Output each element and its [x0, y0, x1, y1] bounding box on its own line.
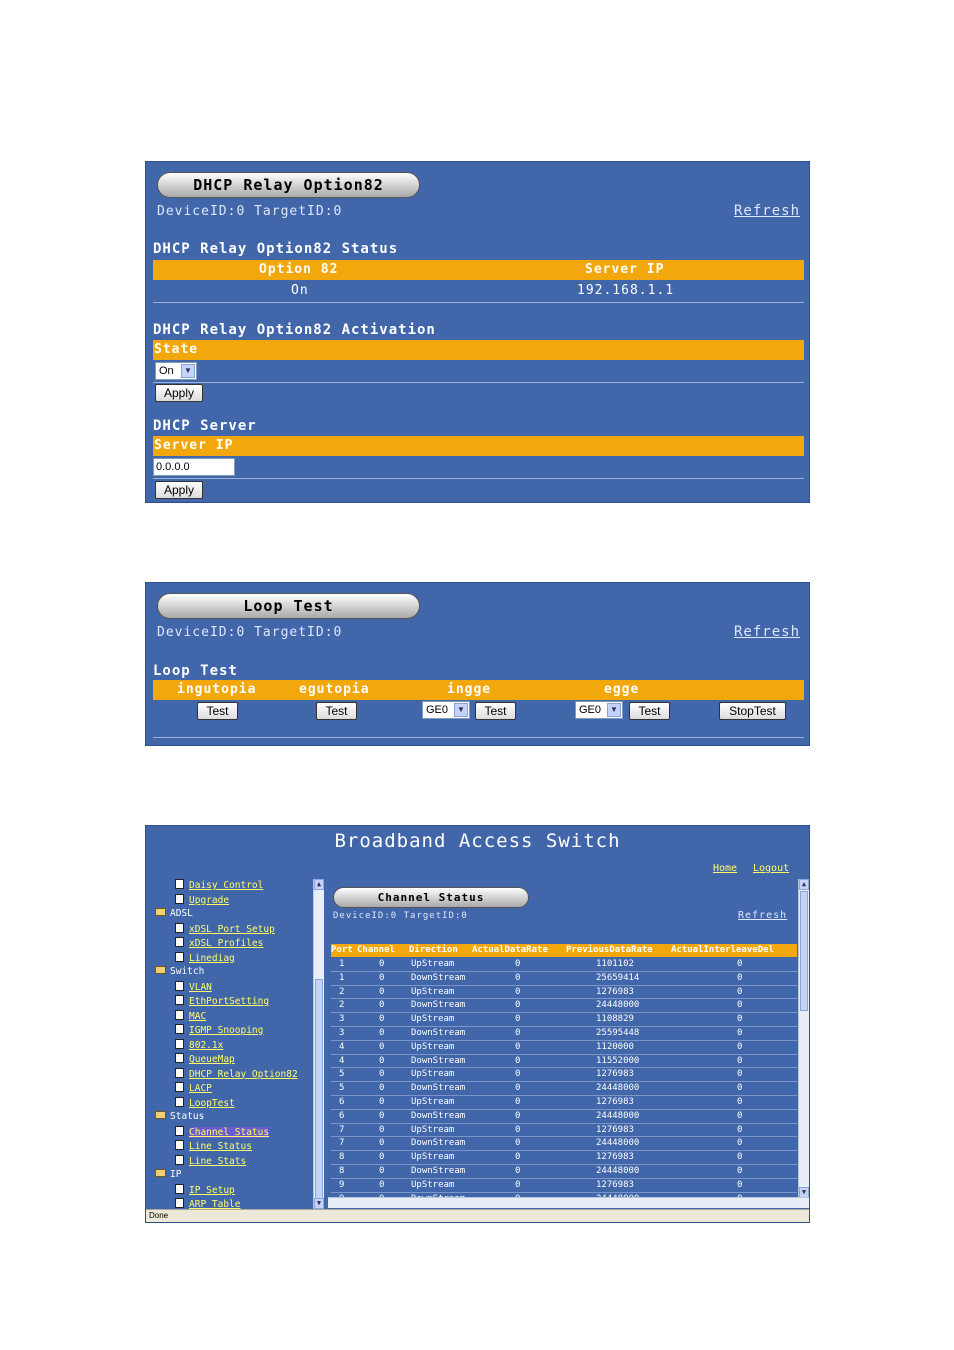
table-row [331, 1082, 797, 1096]
divider [153, 478, 804, 479]
table-row [331, 1110, 797, 1124]
page-icon [175, 1140, 184, 1150]
state-select[interactable] [155, 362, 197, 380]
page-icon [175, 1198, 184, 1208]
table-cell: DownStream [411, 1110, 466, 1121]
nav-item[interactable] [155, 1169, 181, 1180]
table-cell: 6 [339, 1097, 345, 1107]
table-cell: UpStream [411, 986, 455, 997]
content-h-scrollbar[interactable] [328, 1197, 810, 1208]
table-cell: 0 [515, 1069, 521, 1080]
table-cell: 0 [515, 1083, 521, 1094]
loop-test-title: Loop Test [157, 593, 420, 619]
table-cell: 1 [339, 959, 345, 969]
nav-item[interactable] [175, 1097, 235, 1109]
egge-select-value: GE0 [579, 704, 602, 716]
ingge-test-button[interactable]: Test [475, 702, 516, 720]
table-cell: DownStream [411, 1028, 466, 1038]
table-cell: 0 [737, 1124, 743, 1135]
nav-item[interactable] [175, 1140, 252, 1152]
server-ip-value: 192.168.1.1 [577, 283, 675, 298]
table-cell: 4 [339, 1041, 345, 1052]
content-scrollbar[interactable] [798, 879, 809, 1198]
table-cell: 0 [515, 1138, 521, 1149]
page-icon [175, 952, 184, 962]
nav-item[interactable] [175, 995, 269, 1007]
page-icon [175, 894, 184, 904]
divider [153, 382, 804, 383]
table-cell: 24448000 [596, 1083, 640, 1094]
nav-item[interactable] [175, 1010, 206, 1022]
table-cell: 0 [737, 972, 743, 983]
nav-item[interactable] [175, 1024, 263, 1036]
page-icon [175, 1184, 184, 1194]
table-cell: 0 [737, 1138, 743, 1149]
table-cell: 0 [737, 1028, 743, 1038]
nav-item-label: ARP Table [189, 1199, 241, 1209]
folder-icon [155, 966, 166, 974]
dhcp-relay-panel [145, 161, 810, 503]
nav-item-label: IP [170, 1169, 182, 1180]
table-cell: 0 [737, 1152, 743, 1163]
table-cell: 0 [379, 959, 385, 969]
nav-item-label: MAC [189, 1010, 207, 1022]
table-cell: 0 [737, 1097, 743, 1107]
nav-item[interactable] [155, 966, 204, 977]
nav-item-label: IP Setup [189, 1184, 235, 1196]
status-header-bar [153, 260, 804, 280]
page-icon [175, 1155, 184, 1165]
table-cell: 25595448 [596, 1028, 640, 1038]
table-cell: 1120000 [596, 1041, 634, 1052]
nav-item[interactable] [175, 1082, 212, 1094]
table-cell: DownStream [411, 1166, 466, 1176]
table-cell: UpStream [411, 1041, 455, 1052]
chevron-down-icon: ▼ [454, 703, 468, 717]
table-cell: 7 [339, 1138, 345, 1149]
nav-item[interactable] [175, 894, 229, 906]
table-cell: 0 [379, 1041, 385, 1052]
folder-icon [155, 908, 166, 916]
table-cell: DownStream [411, 1000, 466, 1011]
table-cell: 2 [339, 986, 345, 997]
table-cell: 0 [737, 1166, 743, 1176]
nav-item-label: 802.1x [189, 1039, 224, 1051]
table-cell: UpStream [411, 1152, 455, 1163]
nav-item[interactable] [175, 1068, 298, 1080]
scroll-up-arrow-icon[interactable]: ▲ [314, 879, 324, 890]
table-cell: 0 [737, 1083, 743, 1094]
refresh-link[interactable]: Refresh [734, 624, 801, 640]
logout-link[interactable]: Logout [753, 863, 790, 874]
col-server-ip-2: Server IP [154, 438, 234, 453]
table-cell: 0 [515, 1179, 521, 1190]
table-cell: 0 [737, 1110, 743, 1121]
table-cell: 4 [339, 1055, 345, 1066]
col-interleave: ActualInterleaveDel [671, 945, 774, 955]
nav-item-label: xDSL Profiles [189, 938, 264, 949]
nav-item-label: ADSL [170, 908, 193, 919]
activation-section-title: DHCP Relay Option82 Activation [153, 322, 436, 338]
table-cell: 0 [515, 1110, 521, 1121]
table-cell: 5 [339, 1083, 345, 1094]
table-cell: 0 [379, 1152, 385, 1163]
table-row [331, 986, 797, 1000]
table-cell: 0 [379, 1179, 385, 1190]
browser-status-bar: Done [146, 1209, 809, 1222]
table-cell: 11552000 [596, 1055, 640, 1066]
table-cell: 24448000 [596, 1138, 640, 1149]
nav-item[interactable] [175, 1198, 240, 1209]
table-cell: 7 [339, 1124, 345, 1135]
page-icon [175, 1024, 184, 1034]
table-cell: 0 [515, 1055, 521, 1066]
table-cell: UpStream [411, 1124, 455, 1135]
table-cell: 0 [379, 1166, 385, 1176]
server-section-title: DHCP Server [153, 418, 257, 434]
apply-state-button[interactable]: Apply [155, 384, 203, 402]
status-section-title: DHCP Relay Option82 Status [153, 241, 399, 257]
nav-item[interactable] [175, 1184, 235, 1196]
table-cell: 5 [339, 1069, 345, 1080]
table-cell: 0 [379, 1097, 385, 1107]
nav-item[interactable] [175, 952, 235, 964]
nav-item[interactable] [175, 1039, 223, 1051]
nav-item-label: LACP [189, 1083, 212, 1094]
table-cell: 0 [379, 1124, 385, 1135]
table-cell: 1276983 [596, 1097, 634, 1107]
page-icon [175, 1097, 184, 1107]
nav-item-label: LoopTest [189, 1097, 235, 1109]
col-server-ip: Server IP [585, 262, 665, 277]
nav-item[interactable] [175, 981, 212, 993]
table-row [331, 1013, 797, 1027]
page-icon [175, 1010, 184, 1020]
table-cell: 1108829 [596, 1014, 634, 1025]
egutopia-test-button[interactable]: Test [316, 702, 357, 720]
table-row [331, 1151, 797, 1165]
table-row [331, 1137, 797, 1151]
loop-section-title: Loop Test [153, 663, 238, 679]
page-icon [175, 923, 184, 933]
table-row [331, 999, 797, 1013]
page-icon [175, 879, 184, 889]
nav-item[interactable] [175, 937, 263, 949]
table-cell: 0 [379, 1055, 385, 1066]
nav-item-label: QueueMap [189, 1054, 235, 1065]
device-target-ids: DeviceID:0 TargetID:0 [333, 911, 468, 921]
egge-test-button[interactable]: Test [629, 702, 670, 720]
nav-item-label: Channel Status [189, 1126, 270, 1138]
table-cell: 0 [379, 1138, 385, 1149]
table-row [331, 1096, 797, 1110]
page-icon [175, 1053, 184, 1063]
nav-item-label: Daisy Control [189, 880, 264, 891]
table-cell: 0 [515, 1166, 521, 1176]
col-egge: egge [604, 682, 640, 697]
table-cell: 1276983 [596, 1124, 634, 1135]
page-icon [175, 1068, 184, 1078]
table-cell: 0 [379, 1000, 385, 1011]
bas-window [145, 825, 810, 1223]
table-cell: 0 [379, 1083, 385, 1094]
loop-test-panel [145, 582, 810, 746]
page-icon [175, 1082, 184, 1092]
col-state: State [154, 342, 199, 357]
col-channel: Channel [357, 945, 395, 955]
table-cell: 0 [515, 1000, 521, 1011]
table-row [331, 1124, 797, 1138]
nav-item[interactable] [175, 1155, 246, 1167]
table-cell: 25659414 [596, 972, 640, 983]
table-cell: 0 [737, 1069, 743, 1080]
table-cell: 0 [737, 1179, 743, 1190]
table-row [331, 958, 797, 972]
table-cell: UpStream [411, 1097, 455, 1107]
table-cell: 1276983 [596, 1069, 634, 1080]
table-row [331, 1165, 797, 1179]
table-cell: 3 [339, 1028, 345, 1038]
table-cell: 0 [379, 1069, 385, 1080]
table-cell: 24448000 [596, 1000, 640, 1011]
nav-item[interactable] [175, 923, 275, 935]
table-cell: 24448000 [596, 1166, 640, 1176]
state-header-bar [153, 340, 804, 360]
scroll-down-arrow-icon[interactable]: ▼ [799, 1187, 809, 1198]
table-cell: 9 [339, 1179, 345, 1190]
table-cell: 0 [515, 1152, 521, 1163]
col-ingge: ingge [447, 682, 492, 697]
table-cell: 0 [515, 1041, 521, 1052]
table-row [331, 1068, 797, 1082]
nav-tree-scrollbar[interactable] [313, 879, 324, 1209]
table-cell: DownStream [411, 1055, 466, 1066]
page-icon [175, 937, 184, 947]
col-direction: Direction [409, 945, 458, 955]
channel-status-title: Channel Status [333, 887, 529, 908]
table-cell: 3 [339, 1014, 345, 1025]
table-cell: 0 [737, 986, 743, 997]
ingge-select[interactable] [422, 701, 470, 719]
nav-item[interactable] [155, 1111, 204, 1122]
nav-item-label: Line Stats [189, 1155, 247, 1167]
table-cell: 24448000 [596, 1110, 640, 1121]
nav-item[interactable] [175, 1126, 269, 1138]
device-target-ids: DeviceID:0 TargetID:0 [157, 625, 343, 640]
col-egutopia: egutopia [299, 682, 370, 697]
page-icon [175, 1039, 184, 1049]
col-ingutopia: ingutopia [177, 682, 257, 697]
scroll-thumb[interactable] [315, 979, 323, 1199]
table-cell: 8 [339, 1152, 345, 1163]
table-cell: UpStream [411, 1069, 455, 1080]
chevron-down-icon: ▼ [607, 703, 621, 717]
home-link[interactable]: Home [713, 863, 738, 874]
divider [153, 302, 804, 303]
nav-item[interactable] [155, 908, 193, 919]
table-cell: 0 [737, 959, 743, 969]
table-cell: UpStream [411, 1014, 455, 1025]
ingge-select-value: GE0 [426, 704, 449, 716]
folder-icon [155, 1169, 166, 1177]
col-actual-rate: ActualDataRate [472, 945, 548, 955]
table-cell: 0 [379, 972, 385, 983]
refresh-link[interactable]: Refresh [734, 203, 801, 219]
table-cell: UpStream [411, 1179, 455, 1190]
table-cell: DownStream [411, 1138, 466, 1149]
table-cell: 0 [515, 986, 521, 997]
table-cell: 1101102 [596, 959, 634, 969]
state-select-value: On [159, 365, 174, 377]
nav-item-label: VLAN [189, 981, 212, 993]
dhcp-relay-title: DHCP Relay Option82 [157, 172, 420, 198]
scroll-thumb[interactable] [800, 891, 808, 1011]
scroll-down-arrow-icon[interactable]: ▼ [314, 1198, 324, 1209]
table-row [331, 1055, 797, 1069]
table-cell: DownStream [411, 1083, 466, 1094]
refresh-link[interactable]: Refresh [738, 910, 788, 921]
nav-item-label: Status [170, 1111, 205, 1122]
table-cell: 0 [379, 1110, 385, 1121]
table-cell: 0 [515, 1028, 521, 1038]
ingutopia-test-button[interactable]: Test [197, 702, 238, 720]
nav-item[interactable] [175, 879, 263, 891]
nav-item-label: DHCP Relay Option82 [189, 1068, 298, 1080]
table-cell: 0 [737, 1000, 743, 1011]
table-cell: 0 [515, 1124, 521, 1135]
table-cell: 8 [339, 1166, 345, 1176]
nav-item[interactable] [175, 1053, 235, 1065]
app-title: Broadband Access Switch [334, 830, 621, 852]
table-cell: 0 [379, 1014, 385, 1025]
loop-header-bar [153, 680, 804, 700]
scroll-up-arrow-icon[interactable]: ▲ [799, 879, 809, 890]
table-cell: 0 [379, 1028, 385, 1038]
table-cell: 2 [339, 1000, 345, 1011]
table-row [331, 972, 797, 986]
table-cell: 0 [737, 1014, 743, 1025]
folder-icon [155, 1111, 166, 1119]
table-cell: 0 [737, 1041, 743, 1052]
chevron-down-icon: ▼ [181, 364, 195, 378]
table-cell: 0 [515, 1097, 521, 1107]
page-icon [175, 1126, 184, 1136]
nav-item-label: Upgrade [189, 894, 230, 906]
server-ip-input[interactable]: 0.0.0.0 [153, 458, 235, 476]
nav-item-label: Line Status [189, 1141, 252, 1152]
egge-select[interactable] [575, 701, 623, 719]
channel-table-header [331, 944, 797, 957]
stop-test-button[interactable]: StopTest [719, 702, 786, 720]
table-cell: 1276983 [596, 1152, 634, 1163]
server-header-bar [153, 436, 804, 456]
table-cell: 0 [737, 1055, 743, 1066]
apply-server-button[interactable]: Apply [155, 481, 203, 499]
col-option82: Option 82 [259, 262, 339, 277]
nav-item-label: Switch [170, 966, 205, 977]
table-cell: 6 [339, 1110, 345, 1121]
table-row [331, 1041, 797, 1055]
nav-item-label: IGMP Snooping [189, 1025, 264, 1036]
table-cell: 0 [515, 959, 521, 969]
table-row [331, 1027, 797, 1041]
table-cell: DownStream [411, 972, 466, 983]
table-cell: 1 [339, 972, 345, 983]
table-cell: 0 [515, 1014, 521, 1025]
option82-value: On [291, 283, 309, 298]
col-port: Port [331, 945, 353, 955]
table-cell: UpStream [411, 959, 455, 969]
table-cell: 1276983 [596, 986, 634, 997]
table-cell: 0 [379, 986, 385, 997]
table-cell: 0 [515, 972, 521, 983]
device-target-ids: DeviceID:0 TargetID:0 [157, 204, 343, 219]
nav-item-label: Linediag [189, 952, 235, 964]
nav-item-label: xDSL Port Setup [189, 923, 275, 935]
nav-tree [147, 879, 315, 1209]
nav-item-label: EthPortSetting [189, 996, 270, 1007]
page-icon [175, 995, 184, 1005]
table-row [331, 1179, 797, 1193]
col-previous-rate: PreviousDataRate [566, 945, 653, 955]
page-icon [175, 981, 184, 991]
divider [153, 737, 804, 738]
table-cell: 1276983 [596, 1179, 634, 1190]
